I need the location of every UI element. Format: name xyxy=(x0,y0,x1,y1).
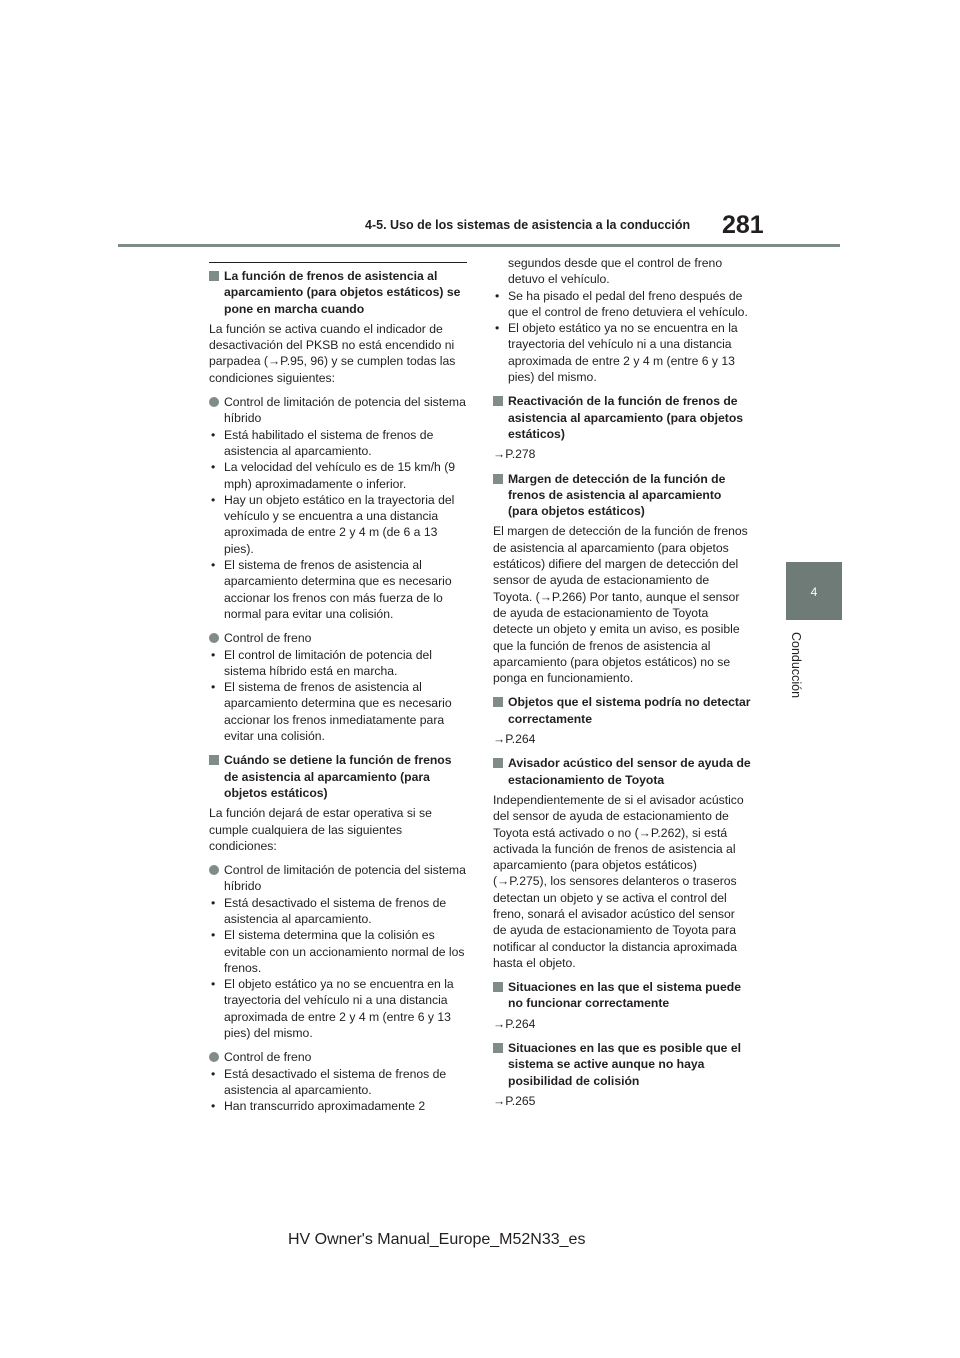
condition-item: Control de freno xyxy=(209,1049,467,1065)
condition-group xyxy=(209,394,467,622)
section-heading: Reactivación de la función de frenos de asistencia al aparcamiento (para objetos estáticos) xyxy=(493,393,751,442)
condition-item: Control de limitación de potencia del sistema híbrido xyxy=(209,862,467,895)
paragraph: El margen de detección de la función de frenos de asistencia al aparcamiento (para objetos estáticos) difiere del margen de detección del sensor de ayuda de estacionamiento de Toyota. (→P.266) Por tanto, aunque el sensor de ayuda de estacionamiento de Toyota detecte un objeto y emita un aviso, es posible que la función de frenos de asistencia al aparcamiento (para objetos estáticos) no se ponga en funcionamiento. xyxy=(493,524,748,686)
bullet-item: • El sistema de frenos de asistencia al aparcamiento determina que es necesario accionar los frenos inmediatamente para evitar una colisión. xyxy=(209,679,467,744)
section-heading: Situaciones en las que el sistema puede no funcionar correctamente xyxy=(493,979,751,1012)
section-heading: La función de frenos de asistencia al aparcamiento (para objetos estáticos) se pone en marcha cuando xyxy=(209,268,467,317)
condition-group xyxy=(209,1049,467,1114)
bullet-item: • El objeto estático ya no se encuentra en la trayectoria del vehículo ni a una distancia aproximada de entre 2 y 4 m (entre 6 y 13 pies) del mismo. xyxy=(209,976,467,1041)
bullet-item: • El objeto estático ya no se encuentra en la trayectoria del vehículo ni a una distancia aproximada de entre 2 y 4 m (entre 6 y 13 pies) del mismo. xyxy=(493,320,751,385)
paragraph: La función dejará de estar operativa si se cumple cualquiera de las siguientes condiciones: xyxy=(209,806,432,853)
paragraph: Independientemente de si el avisador acústico del sensor de ayuda de estacionamiento de Toyota está activado o no (→P.262), si está activada la función de frenos de asistencia al aparcamiento (para objetos estáticos) (→P.275), los sensores delanteros o traseros detectan un objeto y se activa el control del freno, sonará el avisador acústico del sensor de ayuda de estacionamiento de Toyota para notificar al conductor la distancia aproximada hasta el objeto. xyxy=(493,792,744,970)
section-heading: Situaciones en las que es posible que el sistema se active aunque no haya posibilidad de colisión xyxy=(493,1040,751,1089)
bullet-item: • Han transcurrido aproximadamente 2 xyxy=(209,1098,467,1114)
left-column xyxy=(209,268,467,1123)
condition-group xyxy=(209,630,467,744)
bullet-item: • El sistema determina que la colisión es evitable con un accionamiento normal de los frenos. xyxy=(209,927,467,976)
page-reference: →P.264 xyxy=(493,732,536,747)
section-heading: Cuándo se detiene la función de frenos de asistencia al aparcamiento (para objetos estáticos) xyxy=(209,752,467,801)
bullet-item: • El control de limitación de potencia del sistema híbrido está en marcha. xyxy=(209,647,467,680)
bullet-item: • Está habilitado el sistema de frenos de asistencia al aparcamiento. xyxy=(209,427,467,460)
page-reference: →P.264 xyxy=(493,1016,536,1031)
section-top-rule xyxy=(209,262,467,263)
page-reference: →P.278 xyxy=(493,447,536,462)
bullet-item: • Está desactivado el sistema de frenos de asistencia al aparcamiento. xyxy=(209,1066,467,1099)
page-number: 281 xyxy=(722,211,764,239)
footer-manual-id: HV Owner's Manual_Europe_M52N33_es xyxy=(288,1231,586,1248)
bullet-item: • La velocidad del vehículo es de 15 km/h (9 mph) aproximadamente o inferior. xyxy=(209,459,467,492)
chapter-tab-label: Conducción xyxy=(789,632,803,699)
right-column xyxy=(493,255,751,1117)
section-heading: Objetos que el sistema podría no detectar correctamente xyxy=(493,694,751,727)
condition-item: Control de limitación de potencia del sistema híbrido xyxy=(209,394,467,427)
condition-item: Control de freno xyxy=(209,630,467,646)
page-reference: →P.265 xyxy=(493,1093,536,1108)
bullet-continuation: segundos desde que el control de freno detuvo el vehículo. xyxy=(508,256,723,287)
page-header-title: 4-5. Uso de los sistemas de asistencia a la conducción xyxy=(365,218,691,232)
section-heading: Avisador acústico del sensor de ayuda de estacionamiento de Toyota xyxy=(493,755,751,788)
condition-group xyxy=(209,862,467,1041)
chapter-tab-number: 4 xyxy=(810,585,818,599)
bullet-item: • Se ha pisado el pedal del freno después de que el control de freno detuviera el vehículo. xyxy=(493,288,751,321)
bullet-item: • Está desactivado el sistema de frenos de asistencia al aparcamiento. xyxy=(209,895,467,928)
bullet-item: • El sistema de frenos de asistencia al aparcamiento determina que es necesario accionar los frenos con más fuerza de lo normal para evitar una colisión. xyxy=(209,557,467,622)
bullet-item: • Hay un objeto estático en la trayectoria del vehículo y se encuentra a una distancia aproximada de entre 2 y 4 m (de 6 a 13 pies). xyxy=(209,492,467,557)
condition-group xyxy=(493,255,751,385)
section-heading: Margen de detección de la función de frenos de asistencia al aparcamiento (para objetos estáticos) xyxy=(493,471,751,520)
paragraph: La función se activa cuando el indicador de desactivación del PKSB no está encendido ni parpadea (→P.95, 96) y se cumplen todas las condiciones siguientes: xyxy=(209,321,456,385)
header-rule xyxy=(118,244,840,247)
